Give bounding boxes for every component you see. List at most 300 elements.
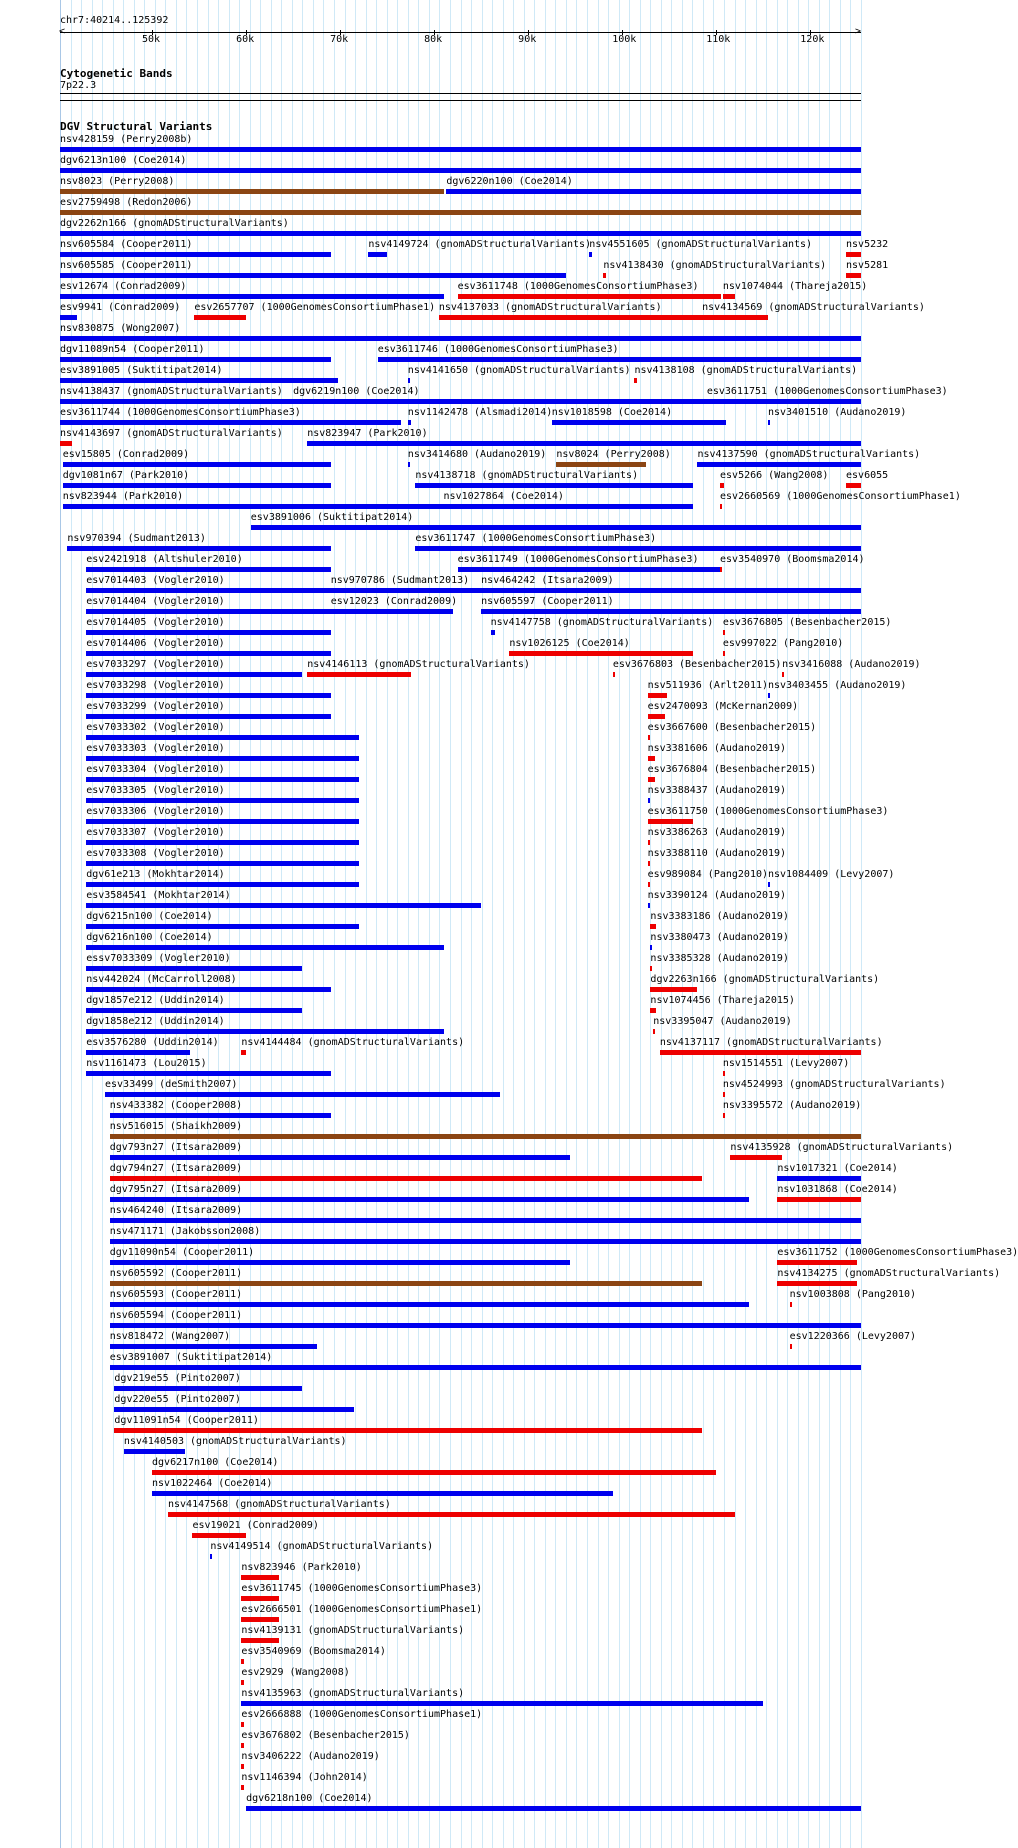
feature-glyph[interactable] — [720, 567, 722, 572]
feature-label[interactable]: nsv605592 (Cooper2011) — [109, 1268, 243, 1279]
feature-label[interactable]: nsv4134569 (gnomADStructuralVariants) — [702, 302, 925, 313]
feature-glyph[interactable] — [481, 588, 861, 593]
feature-glyph[interactable] — [307, 441, 861, 446]
feature-glyph[interactable] — [720, 504, 722, 509]
feature-glyph[interactable] — [86, 714, 330, 719]
feature-glyph[interactable] — [86, 1008, 302, 1013]
feature-glyph[interactable] — [439, 315, 702, 320]
feature-label[interactable]: nsv4524993 (gnomADStructuralVariants) — [722, 1079, 946, 1090]
feature-label[interactable]: esv3891006 (Suktitipat2014) — [250, 512, 414, 523]
feature-glyph[interactable] — [730, 1155, 782, 1160]
feature-label[interactable]: nsv428159 (Perry2008b) — [60, 134, 193, 145]
feature-label[interactable]: dgv1081n67 (Park2010) — [62, 470, 190, 481]
feature-label[interactable]: nsv605584 (Cooper2011) — [60, 239, 193, 250]
feature-glyph[interactable] — [86, 735, 359, 740]
feature-label[interactable]: esv7033307 (Vogler2010) — [86, 827, 225, 838]
feature-label[interactable]: nsv4138108 (gnomADStructuralVariants) — [634, 365, 858, 376]
feature-glyph[interactable] — [589, 252, 592, 257]
feature-glyph[interactable] — [846, 252, 861, 257]
feature-glyph[interactable] — [241, 1722, 244, 1727]
feature-label[interactable]: nsv3385328 (Audano2019) — [650, 953, 789, 964]
feature-label[interactable]: nsv605597 (Cooper2011) — [481, 596, 614, 607]
feature-label[interactable]: esv3611750 (1000GenomesConsortiumPhase3) — [647, 806, 889, 817]
feature-label[interactable]: esv15805 (Conrad2009) — [62, 449, 190, 460]
feature-glyph[interactable] — [110, 1176, 702, 1181]
feature-glyph[interactable] — [603, 273, 606, 278]
feature-label[interactable]: esv7033297 (Vogler2010) — [86, 659, 225, 670]
feature-glyph[interactable] — [241, 1596, 279, 1601]
feature-label[interactable]: esv3611748 (1000GenomesConsortiumPhase3) — [457, 281, 699, 292]
feature-glyph[interactable] — [110, 1239, 861, 1244]
feature-label[interactable]: esv3676805 (Besenbacher2015) — [722, 617, 892, 628]
feature-glyph[interactable] — [241, 1701, 763, 1706]
feature-glyph[interactable] — [86, 798, 359, 803]
feature-glyph[interactable] — [124, 1449, 185, 1454]
feature-glyph[interactable] — [723, 1113, 725, 1118]
feature-label[interactable]: nsv1161473 (Lou2015) — [86, 1058, 207, 1069]
feature-label[interactable]: nsv1074456 (Thareja2015) — [650, 995, 795, 1006]
feature-label[interactable]: esv997022 (Pang2010) — [722, 638, 844, 649]
feature-glyph[interactable] — [707, 399, 861, 404]
feature-glyph[interactable] — [63, 504, 444, 509]
feature-label[interactable]: nsv823947 (Park2010) — [307, 428, 428, 439]
feature-glyph[interactable] — [723, 651, 725, 656]
feature-label[interactable]: dgv6217n100 (Coe2014) — [152, 1457, 279, 1468]
feature-label[interactable]: esv7033303 (Vogler2010) — [86, 743, 225, 754]
feature-glyph[interactable] — [110, 1302, 749, 1307]
feature-label[interactable]: nsv8024 (Perry2008) — [556, 449, 671, 460]
feature-label[interactable]: esv1220366 (Levy2007) — [789, 1331, 917, 1342]
feature-label[interactable]: esv12674 (Conrad2009) — [60, 281, 187, 292]
feature-label[interactable]: nsv1074044 (Thareja2015) — [722, 281, 868, 292]
feature-glyph[interactable] — [241, 1575, 279, 1580]
feature-glyph[interactable] — [60, 168, 861, 173]
feature-glyph[interactable] — [60, 294, 444, 299]
feature-label[interactable]: nsv471171 (Jakobsson2008) — [109, 1226, 261, 1237]
feature-label[interactable]: nsv4137033 (gnomADStructuralVariants) — [438, 302, 662, 313]
feature-label[interactable]: esv7033298 (Vogler2010) — [86, 680, 225, 691]
feature-glyph[interactable] — [60, 231, 861, 236]
feature-glyph[interactable] — [241, 1659, 244, 1664]
feature-glyph[interactable] — [648, 861, 650, 866]
feature-glyph[interactable] — [444, 504, 693, 509]
feature-label[interactable]: nsv4149724 (gnomADStructuralVariants) — [368, 239, 592, 250]
feature-glyph[interactable] — [86, 945, 443, 950]
feature-label[interactable]: dgv2263n166 (gnomADStructuralVariants) — [650, 974, 880, 985]
feature-label[interactable]: dgv61e213 (Mokhtar2014) — [86, 869, 225, 880]
feature-label[interactable]: esv3611747 (1000GenomesConsortiumPhase3) — [415, 533, 657, 544]
feature-glyph[interactable] — [648, 798, 650, 803]
feature-glyph[interactable] — [777, 1260, 857, 1265]
feature-glyph[interactable] — [415, 546, 861, 551]
feature-glyph[interactable] — [702, 315, 768, 320]
feature-glyph[interactable] — [86, 1029, 443, 1034]
feature-glyph[interactable] — [60, 273, 566, 278]
feature-glyph[interactable] — [491, 630, 496, 635]
feature-glyph[interactable] — [86, 1071, 330, 1076]
feature-glyph[interactable] — [720, 483, 724, 488]
feature-glyph[interactable] — [60, 357, 331, 362]
feature-glyph[interactable] — [192, 1533, 246, 1538]
feature-label[interactable]: nsv464240 (Itsara2009) — [109, 1205, 243, 1216]
feature-label[interactable]: esv3611752 (1000GenomesConsortiumPhase3) — [777, 1247, 1018, 1258]
feature-glyph[interactable] — [86, 819, 359, 824]
feature-label[interactable]: nsv4143697 (gnomADStructuralVariants) — [60, 428, 283, 439]
feature-label[interactable]: nsv4149514 (gnomADStructuralVariants) — [210, 1541, 434, 1552]
feature-label[interactable]: nsv3395047 (Audano2019) — [653, 1016, 792, 1027]
feature-label[interactable]: esv3611744 (1000GenomesConsortiumPhase3) — [60, 407, 301, 418]
feature-label[interactable]: nsv1018598 (Coe2014) — [551, 407, 673, 418]
feature-label[interactable]: nsv4134275 (gnomADStructuralVariants) — [777, 1268, 1001, 1279]
feature-glyph[interactable] — [67, 546, 330, 551]
feature-glyph[interactable] — [241, 1617, 279, 1622]
feature-label[interactable]: dgv6216n100 (Coe2014) — [86, 932, 213, 943]
feature-glyph[interactable] — [86, 966, 302, 971]
feature-label[interactable]: nsv4138430 (gnomADStructuralVariants) — [603, 260, 827, 271]
feature-glyph[interactable] — [556, 462, 645, 467]
feature-label[interactable]: dgv220e55 (Pinto2007) — [114, 1394, 241, 1405]
feature-label[interactable]: nsv4140503 (gnomADStructuralVariants) — [123, 1436, 347, 1447]
feature-glyph[interactable] — [110, 1197, 749, 1202]
feature-glyph[interactable] — [110, 1134, 861, 1139]
feature-label[interactable]: nsv1146394 (John2014) — [241, 1772, 368, 1783]
feature-glyph[interactable] — [408, 378, 410, 383]
feature-glyph[interactable] — [648, 714, 665, 719]
feature-label[interactable]: nsv1514551 (Levy2007) — [722, 1058, 850, 1069]
feature-glyph[interactable] — [634, 378, 637, 383]
feature-glyph[interactable] — [650, 945, 652, 950]
feature-label[interactable]: nsv4147758 (gnomADStructuralVariants) — [490, 617, 714, 628]
feature-label[interactable]: nsv4138718 (gnomADStructuralVariants) — [415, 470, 639, 481]
feature-label[interactable]: esv2666501 (1000GenomesConsortiumPhase1) — [241, 1604, 483, 1615]
feature-label[interactable]: nsv818472 (Wang2007) — [109, 1331, 231, 1342]
feature-label[interactable]: nsv4551605 (gnomADStructuralVariants) — [589, 239, 813, 250]
feature-glyph[interactable] — [648, 882, 650, 887]
feature-label[interactable]: nsv3380473 (Audano2019) — [650, 932, 789, 943]
feature-glyph[interactable] — [63, 462, 331, 467]
feature-label[interactable]: nsv442024 (McCarroll2008) — [86, 974, 237, 985]
feature-glyph[interactable] — [648, 735, 650, 740]
feature-glyph[interactable] — [60, 147, 861, 152]
feature-label[interactable]: esv7033305 (Vogler2010) — [86, 785, 225, 796]
feature-label[interactable]: nsv605594 (Cooper2011) — [109, 1310, 243, 1321]
feature-label[interactable]: esv3540970 (Boomsma2014) — [720, 554, 865, 565]
feature-label[interactable]: nsv3406222 (Audano2019) — [241, 1751, 380, 1762]
feature-glyph[interactable] — [86, 987, 330, 992]
feature-label[interactable]: esv3667600 (Besenbacher2015) — [647, 722, 817, 733]
feature-label[interactable]: esv7033299 (Vogler2010) — [86, 701, 225, 712]
feature-glyph[interactable] — [697, 462, 861, 467]
feature-glyph[interactable] — [446, 189, 861, 194]
feature-glyph[interactable] — [790, 1344, 792, 1349]
feature-label[interactable]: esv989084 (Pang2010) — [647, 869, 769, 880]
feature-glyph[interactable] — [368, 252, 387, 257]
feature-label[interactable]: nsv8023 (Perry2008) — [60, 176, 175, 187]
feature-glyph[interactable] — [648, 840, 650, 845]
feature-label[interactable]: nsv605585 (Cooper2011) — [60, 260, 193, 271]
feature-label[interactable]: esv7014403 (Vogler2010) — [86, 575, 225, 586]
feature-glyph[interactable] — [86, 777, 359, 782]
feature-label[interactable]: esv3611749 (1000GenomesConsortiumPhase3) — [457, 554, 699, 565]
feature-glyph[interactable] — [86, 651, 330, 656]
feature-label[interactable]: esv3584541 (Mokhtar2014) — [86, 890, 231, 901]
feature-label[interactable]: esv7033302 (Vogler2010) — [86, 722, 225, 733]
feature-label[interactable]: nsv823946 (Park2010) — [241, 1562, 362, 1573]
feature-label[interactable]: esv7033304 (Vogler2010) — [86, 764, 225, 775]
feature-glyph[interactable] — [60, 441, 72, 446]
feature-glyph[interactable] — [114, 1428, 702, 1433]
feature-label[interactable]: dgv795n27 (Itsara2009) — [109, 1184, 243, 1195]
feature-glyph[interactable] — [241, 1785, 244, 1790]
feature-glyph[interactable] — [86, 924, 359, 929]
feature-glyph[interactable] — [114, 1386, 302, 1391]
feature-glyph[interactable] — [458, 567, 721, 572]
feature-label[interactable]: dgv6220n100 (Coe2014) — [446, 176, 573, 187]
feature-glyph[interactable] — [408, 462, 410, 467]
feature-glyph[interactable] — [653, 1029, 655, 1034]
feature-glyph[interactable] — [613, 672, 615, 677]
feature-label[interactable]: dgv6213n100 (Coe2014) — [60, 155, 187, 166]
feature-glyph[interactable] — [251, 525, 861, 530]
feature-label[interactable]: nsv3414680 (Audano2019) — [407, 449, 547, 460]
feature-label[interactable]: esv3611751 (1000GenomesConsortiumPhase3) — [706, 386, 948, 397]
feature-glyph[interactable] — [790, 1302, 792, 1307]
feature-label[interactable]: nsv970786 (Sudmant2013) — [330, 575, 470, 586]
feature-glyph[interactable] — [241, 1680, 244, 1685]
feature-glyph[interactable] — [241, 1743, 244, 1748]
feature-label[interactable]: dgv793n27 (Itsara2009) — [109, 1142, 243, 1153]
feature-label[interactable]: esv3891005 (Suktitipat2014) — [60, 365, 223, 376]
feature-label[interactable]: nsv1003808 (Pang2010) — [789, 1289, 917, 1300]
feature-glyph[interactable] — [782, 672, 784, 677]
feature-glyph[interactable] — [509, 651, 692, 656]
feature-glyph[interactable] — [110, 1260, 571, 1265]
feature-glyph[interactable] — [86, 609, 330, 614]
feature-glyph[interactable] — [114, 1407, 354, 1412]
feature-glyph[interactable] — [60, 210, 861, 215]
feature-label[interactable]: nsv1022464 (Coe2014) — [152, 1478, 273, 1489]
feature-glyph[interactable] — [110, 1218, 861, 1223]
feature-label[interactable]: dgv1857e212 (Uddin2014) — [86, 995, 225, 1006]
feature-glyph[interactable] — [194, 315, 246, 320]
feature-label[interactable]: nsv970394 (Sudmant2013) — [67, 533, 206, 544]
feature-glyph[interactable] — [723, 294, 735, 299]
feature-label[interactable]: essv7033309 (Vogler2010) — [86, 953, 231, 964]
feature-glyph[interactable] — [378, 357, 861, 362]
feature-glyph[interactable] — [241, 1638, 279, 1643]
feature-glyph[interactable] — [152, 1491, 613, 1496]
feature-glyph[interactable] — [846, 273, 861, 278]
feature-label[interactable]: nsv1026125 (Coe2014) — [509, 638, 630, 649]
feature-label[interactable]: nsv4135928 (gnomADStructuralVariants) — [730, 1142, 954, 1153]
feature-glyph[interactable] — [307, 672, 410, 677]
feature-label[interactable]: esv12023 (Conrad2009) — [330, 596, 458, 607]
feature-label[interactable]: nsv3388437 (Audano2019) — [647, 785, 787, 796]
feature-label[interactable]: esv3891007 (Suktitipat2014) — [109, 1352, 273, 1363]
feature-glyph[interactable] — [723, 1092, 725, 1097]
feature-label[interactable]: esv3611746 (1000GenomesConsortiumPhase3) — [377, 344, 619, 355]
feature-label[interactable]: dgv6215n100 (Coe2014) — [86, 911, 213, 922]
feature-label[interactable]: nsv4135963 (gnomADStructuralVariants) — [241, 1688, 465, 1699]
feature-glyph[interactable] — [86, 756, 359, 761]
feature-glyph[interactable] — [168, 1512, 735, 1517]
feature-label[interactable]: esv3540969 (Boomsma2014) — [241, 1646, 386, 1657]
feature-glyph[interactable] — [648, 903, 650, 908]
feature-glyph[interactable] — [110, 1365, 861, 1370]
feature-label[interactable]: esv6055 — [846, 470, 889, 481]
feature-label[interactable]: nsv3381606 (Audano2019) — [647, 743, 787, 754]
feature-label[interactable]: nsv3403455 (Audano2019) — [767, 680, 907, 691]
feature-label[interactable]: esv7014405 (Vogler2010) — [86, 617, 225, 628]
feature-glyph[interactable] — [650, 924, 656, 929]
feature-label[interactable]: nsv4138437 (gnomADStructuralVariants) — [60, 386, 283, 397]
feature-glyph[interactable] — [768, 420, 770, 425]
feature-glyph[interactable] — [86, 840, 359, 845]
feature-glyph[interactable] — [650, 966, 652, 971]
feature-label[interactable]: nsv830875 (Wong2007) — [60, 323, 181, 334]
feature-glyph[interactable] — [648, 693, 668, 698]
feature-label[interactable]: esv7014406 (Vogler2010) — [86, 638, 225, 649]
feature-label[interactable]: nsv5281 — [846, 260, 889, 271]
feature-label[interactable]: nsv1084409 (Levy2007) — [767, 869, 895, 880]
feature-label[interactable]: esv2470093 (McKernan2009) — [647, 701, 799, 712]
feature-label[interactable]: dgv6219n100 (Coe2014) — [293, 386, 420, 397]
feature-label[interactable]: nsv3383186 (Audano2019) — [650, 911, 789, 922]
feature-label[interactable]: nsv4141650 (gnomADStructuralVariants) — [407, 365, 631, 376]
feature-glyph[interactable] — [415, 483, 692, 488]
feature-label[interactable]: dgv11091n54 (Cooper2011) — [114, 1415, 259, 1426]
feature-label[interactable]: nsv4137117 (gnomADStructuralVariants) — [659, 1037, 883, 1048]
feature-label[interactable]: nsv3395572 (Audano2019) — [722, 1100, 862, 1111]
feature-glyph[interactable] — [110, 1281, 702, 1286]
feature-label[interactable]: dgv2262n166 (gnomADStructuralVariants) — [60, 218, 289, 229]
feature-glyph[interactable] — [60, 315, 77, 320]
feature-label[interactable]: nsv4139131 (gnomADStructuralVariants) — [241, 1625, 465, 1636]
feature-glyph[interactable] — [723, 1071, 725, 1076]
feature-label[interactable]: esv3611745 (1000GenomesConsortiumPhase3) — [241, 1583, 483, 1594]
feature-label[interactable]: nsv4137590 (gnomADStructuralVariants) — [697, 449, 921, 460]
feature-label[interactable]: dgv11089n54 (Cooper2011) — [60, 344, 205, 355]
feature-label[interactable]: esv9941 (Conrad2009) — [60, 302, 181, 313]
feature-label[interactable]: nsv3390124 (Audano2019) — [647, 890, 787, 901]
feature-glyph[interactable] — [768, 882, 770, 887]
feature-label[interactable]: dgv1858e212 (Uddin2014) — [86, 1016, 225, 1027]
feature-glyph[interactable] — [648, 777, 656, 782]
feature-glyph[interactable] — [86, 588, 330, 593]
feature-glyph[interactable] — [552, 420, 726, 425]
feature-glyph[interactable] — [723, 630, 725, 635]
feature-glyph[interactable] — [105, 1092, 500, 1097]
feature-label[interactable]: esv7014404 (Vogler2010) — [86, 596, 225, 607]
feature-label[interactable]: esv2660569 (1000GenomesConsortiumPhase1) — [720, 491, 961, 502]
feature-label[interactable]: esv2666888 (1000GenomesConsortiumPhase1) — [241, 1709, 483, 1720]
feature-label[interactable]: nsv823944 (Park2010) — [62, 491, 184, 502]
feature-glyph[interactable] — [86, 693, 330, 698]
feature-glyph[interactable] — [777, 1281, 857, 1286]
feature-glyph[interactable] — [110, 1155, 571, 1160]
feature-label[interactable]: nsv3388110 (Audano2019) — [647, 848, 787, 859]
feature-label[interactable]: nsv4147568 (gnomADStructuralVariants) — [168, 1499, 391, 1510]
feature-label[interactable]: nsv4146113 (gnomADStructuralVariants) — [307, 659, 530, 670]
feature-glyph[interactable] — [60, 336, 861, 341]
feature-label[interactable]: nsv433382 (Cooper2008) — [109, 1100, 243, 1111]
feature-label[interactable]: esv3676803 (Besenbacher2015) — [612, 659, 782, 670]
feature-glyph[interactable] — [241, 1050, 246, 1055]
feature-label[interactable]: esv19021 (Conrad2009) — [192, 1520, 319, 1531]
feature-label[interactable]: nsv3416088 (Audano2019) — [782, 659, 921, 670]
feature-label[interactable]: esv2421918 (Altshuler2010) — [86, 554, 243, 565]
feature-glyph[interactable] — [650, 1008, 656, 1013]
feature-glyph[interactable] — [648, 756, 656, 761]
feature-glyph[interactable] — [60, 252, 331, 257]
feature-glyph[interactable] — [60, 378, 338, 383]
feature-label[interactable]: esv3676804 (Besenbacher2015) — [647, 764, 817, 775]
feature-label[interactable]: nsv3401510 (Audano2019) — [767, 407, 907, 418]
feature-label[interactable]: nsv511936 (Arlt2011) — [647, 680, 769, 691]
feature-label[interactable]: esv3576280 (Uddin2014) — [86, 1037, 219, 1048]
feature-label[interactable]: esv33499 (deSmith2007) — [105, 1079, 238, 1090]
feature-glyph[interactable] — [86, 1050, 189, 1055]
feature-glyph[interactable] — [86, 630, 330, 635]
feature-glyph[interactable] — [110, 1323, 861, 1328]
feature-glyph[interactable] — [481, 609, 861, 614]
feature-label[interactable]: esv5266 (Wang2008) — [720, 470, 829, 481]
feature-glyph[interactable] — [86, 882, 359, 887]
feature-glyph[interactable] — [110, 1344, 317, 1349]
feature-glyph[interactable] — [777, 1176, 861, 1181]
feature-label[interactable]: dgv219e55 (Pinto2007) — [114, 1373, 241, 1384]
feature-label[interactable]: esv2759498 (Redon2006) — [60, 197, 193, 208]
feature-glyph[interactable] — [846, 483, 861, 488]
feature-glyph[interactable] — [210, 1554, 212, 1559]
feature-glyph[interactable] — [86, 903, 481, 908]
feature-label[interactable]: esv3676802 (Besenbacher2015) — [241, 1730, 410, 1741]
feature-label[interactable]: nsv1017321 (Coe2014) — [777, 1163, 898, 1174]
feature-glyph[interactable] — [86, 861, 359, 866]
feature-glyph[interactable] — [60, 189, 444, 194]
feature-label[interactable]: nsv605593 (Cooper2011) — [109, 1289, 243, 1300]
feature-label[interactable]: nsv516015 (Shaikh2009) — [109, 1121, 243, 1132]
feature-glyph[interactable] — [331, 609, 453, 614]
feature-glyph[interactable] — [152, 1470, 716, 1475]
feature-glyph[interactable] — [246, 1806, 861, 1811]
feature-label[interactable]: esv7033308 (Vogler2010) — [86, 848, 225, 859]
feature-glyph[interactable] — [86, 567, 330, 572]
feature-glyph[interactable] — [408, 420, 411, 425]
feature-label[interactable]: nsv1027864 (Coe2014) — [443, 491, 564, 502]
feature-label[interactable]: esv7033306 (Vogler2010) — [86, 806, 225, 817]
feature-glyph[interactable] — [660, 1050, 861, 1055]
feature-glyph[interactable] — [768, 693, 770, 698]
feature-label[interactable]: esv2657707 (1000GenomesConsortiumPhase1) — [194, 302, 436, 313]
feature-glyph[interactable] — [60, 420, 401, 425]
feature-label[interactable]: nsv1142478 (Alsmadi2014) — [407, 407, 553, 418]
feature-glyph[interactable] — [293, 399, 693, 404]
feature-glyph[interactable] — [63, 483, 331, 488]
feature-glyph[interactable] — [458, 294, 721, 299]
feature-label[interactable]: nsv3386263 (Audano2019) — [647, 827, 787, 838]
feature-glyph[interactable] — [110, 1113, 331, 1118]
feature-glyph[interactable] — [777, 1197, 861, 1202]
feature-glyph[interactable] — [86, 672, 302, 677]
feature-glyph[interactable] — [648, 819, 693, 824]
feature-label[interactable]: nsv4144484 (gnomADStructuralVariants) — [241, 1037, 465, 1048]
feature-label[interactable]: esv2929 (Wang2008) — [241, 1667, 350, 1678]
feature-glyph[interactable] — [650, 987, 697, 992]
feature-label[interactable]: dgv794n27 (Itsara2009) — [109, 1163, 243, 1174]
feature-glyph[interactable] — [241, 1764, 244, 1769]
feature-label[interactable]: nsv1031868 (Coe2014) — [777, 1184, 898, 1195]
